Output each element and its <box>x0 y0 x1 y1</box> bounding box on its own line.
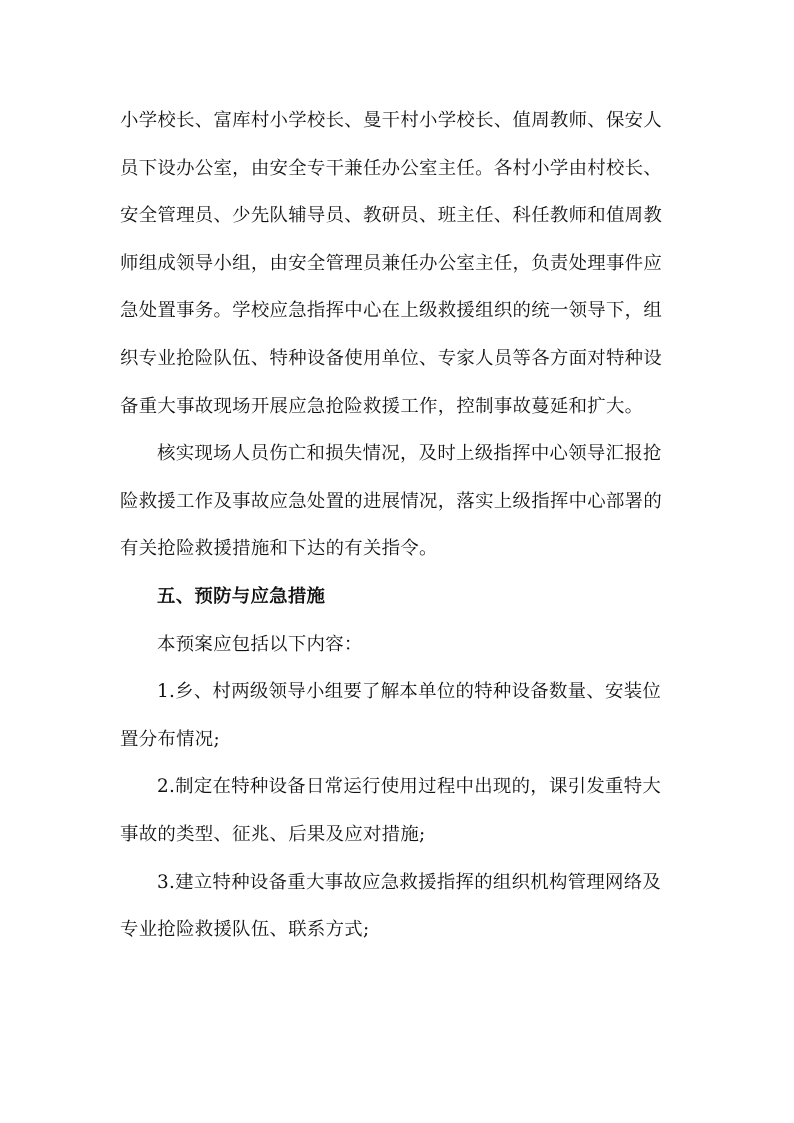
list-item <box>120 770 680 865</box>
text-line: 员下设办公室，由安全专干兼任办公室主任。各村小学由村校长、 <box>120 157 663 179</box>
text-line: 专业抢险救援队伍、联系方式; <box>120 919 370 941</box>
text-line: 织专业抢险队伍、特种设备使用单位、专家人员等各方面对特种设 <box>120 347 663 369</box>
text-line: 置分布情况; <box>120 728 220 750</box>
list-item <box>120 866 680 961</box>
text-line: 备重大事故现场开展应急抢险救援工作，控制事故蔓延和扩大。 <box>120 395 644 417</box>
list-item <box>120 675 680 770</box>
text-line: 2.制定在特种设备日常运行使用过程中出现的，课引发重特大 <box>157 776 662 798</box>
text-line: 1.乡、村两级领导小组要了解本单位的特种设备数量、安装位 <box>157 681 662 703</box>
text-line: 核实现场人员伤亡和损失情况，及时上级指挥中心领导汇报抢 <box>157 443 662 465</box>
text-line: 安全管理员、少先队辅导员、教研员、班主任、科任教师和值周教 <box>120 205 663 227</box>
text-line: 小学校长、富库村小学校长、曼干村小学校长、值周教师、保安人 <box>120 110 663 131</box>
text-line: 3.建立特种设备重大事故应急救援指挥的组织机构管理网络及 <box>157 871 662 893</box>
text-line: 师组成领导小组，由安全管理员兼任办公室主任，负责处理事件应 <box>120 252 663 274</box>
text-line: 事故的类型、征兆、后果及应对措施; <box>120 823 426 845</box>
text-line: 险救援工作及事故应急处置的进展情况，落实上级指挥中心部署的 <box>120 490 663 512</box>
text-line: 急处置事务。学校应急指挥中心在上级救援组织的统一领导下，组 <box>120 300 663 322</box>
document-page <box>120 104 680 961</box>
intro-text: 本预案应包括以下内容： <box>157 633 363 655</box>
text-line: 有关抢险救援措施和下达的有关指令。 <box>120 538 438 560</box>
paragraph-casualty-report <box>120 437 680 580</box>
paragraph-emergency-organization <box>120 104 680 437</box>
section-heading: 五、预防与应急措施 <box>157 585 326 607</box>
